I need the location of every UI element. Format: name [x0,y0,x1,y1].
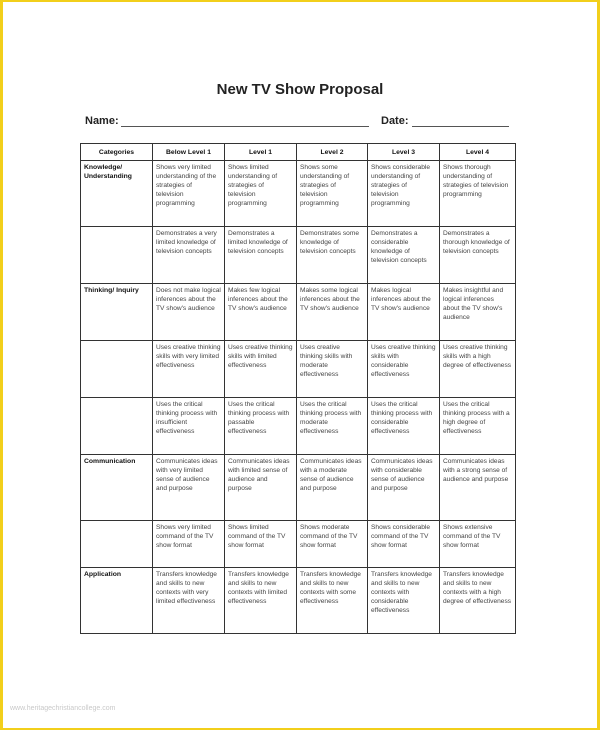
rubric-cell: Uses the critical thinking process with considerable effectiveness [368,398,440,455]
table-row [81,341,516,398]
rubric-cell: Communicates ideas with a moderate sense of audience and purpose [297,455,368,521]
rubric-cell: Shows extensive command of the TV show format [440,521,516,568]
rubric-cell: Demonstrates a very limited knowledge of television concepts [153,227,225,284]
category-cell: Knowledge/ Understanding [81,161,153,227]
rubric-cell: Shows limited command of the TV show format [225,521,297,568]
rubric-cell: Uses creative thinking skills with limited effectiveness [225,341,297,398]
rubric-cell: Uses the critical thinking process with a high degree of effectiveness [440,398,516,455]
category-cell: Thinking/ Inquiry [81,284,153,341]
rubric-cell: Makes few logical inferences about the TV show's audience [225,284,297,341]
name-label: Name: [85,115,119,127]
date-field[interactable] [412,126,509,127]
rubric-cell: Transfers knowledge and skills to new contexts with considerable effectiveness [368,568,440,634]
rubric-cell: Communicates ideas with very limited sense of audience and purpose [153,455,225,521]
header-below-level-1: Below Level 1 [153,144,225,161]
rubric-cell: Uses creative thinking skills with moderate effectiveness [297,341,368,398]
rubric-cell: Communicates ideas with limited sense of audience and purpose [225,455,297,521]
category-cell: Application [81,568,153,634]
watermark: www.heritagechristiancollege.com [10,705,116,712]
rubric-cell: Transfers knowledge and skills to new contexts with very limited effectiveness [153,568,225,634]
header-level-2: Level 2 [297,144,368,161]
rubric-table [80,143,516,634]
header-row [81,144,516,161]
rubric-cell: Makes insightful and logical inferences about the TV show's audience [440,284,516,341]
rubric-cell: Shows considerable command of the TV show format [368,521,440,568]
rubric-cell: Uses creative thinking skills with considerable effectiveness [368,341,440,398]
header-level-4: Level 4 [440,144,516,161]
rubric-cell: Uses the critical thinking process with passable effectiveness [225,398,297,455]
category-cell [81,341,153,398]
rubric-cell: Transfers knowledge and skills to new contexts with a high degree of effectiveness [440,568,516,634]
rubric-cell: Makes logical inferences about the TV show's audience [368,284,440,341]
date-label: Date: [381,115,409,127]
category-cell [81,521,153,568]
rubric-cell: Shows moderate command of the TV show format [297,521,368,568]
rubric-cell: Transfers knowledge and skills to new contexts with limited effectiveness [225,568,297,634]
category-cell: Communication [81,455,153,521]
rubric-cell: Shows considerable understanding of strategies of television programming [368,161,440,227]
rubric-cell: Demonstrates a considerable knowledge of television concepts [368,227,440,284]
table-row [81,398,516,455]
rubric-cell: Communicates ideas with considerable sense of audience and purpose [368,455,440,521]
rubric-cell: Shows thorough understanding of strategies of television programming [440,161,516,227]
rubric-cell: Demonstrates some knowledge of television concepts [297,227,368,284]
table-row [81,284,516,341]
category-cell [81,227,153,284]
rubric-cell: Uses creative thinking skills with a high degree of effectiveness [440,341,516,398]
table-row [81,455,516,521]
table-row [81,161,516,227]
table-row [81,521,516,568]
rubric-cell: Communicates ideas with a strong sense of audience and purpose [440,455,516,521]
rubric-cell: Shows some understanding of strategies of television programming [297,161,368,227]
table-row [81,227,516,284]
rubric-cell: Uses creative thinking skills with very limited effectiveness [153,341,225,398]
page-title: New TV Show Proposal [216,81,384,98]
header-categories: Categories [81,144,153,161]
table-row [81,568,516,634]
rubric-cell: Shows very limited understanding of the strategies of television programming [153,161,225,227]
rubric-cell: Does not make logical inferences about the TV show's audience [153,284,225,341]
name-field[interactable] [121,126,369,127]
rubric-cell: Demonstrates a limited knowledge of television concepts [225,227,297,284]
header-level-3: Level 3 [368,144,440,161]
rubric-cell: Uses the critical thinking process with insufficient effectiveness [153,398,225,455]
category-cell [81,398,153,455]
header-level-1: Level 1 [225,144,297,161]
rubric-cell: Demonstrates a thorough knowledge of television concepts [440,227,516,284]
rubric-cell: Shows very limited command of the TV show format [153,521,225,568]
rubric-cell: Shows limited understanding of strategies of television programming [225,161,297,227]
rubric-cell: Transfers knowledge and skills to new contexts with some effectiveness [297,568,368,634]
rubric-cell: Makes some logical inferences about the TV show's audience [297,284,368,341]
name-date-row [85,115,515,131]
rubric-cell: Uses the critical thinking process with moderate effectiveness [297,398,368,455]
